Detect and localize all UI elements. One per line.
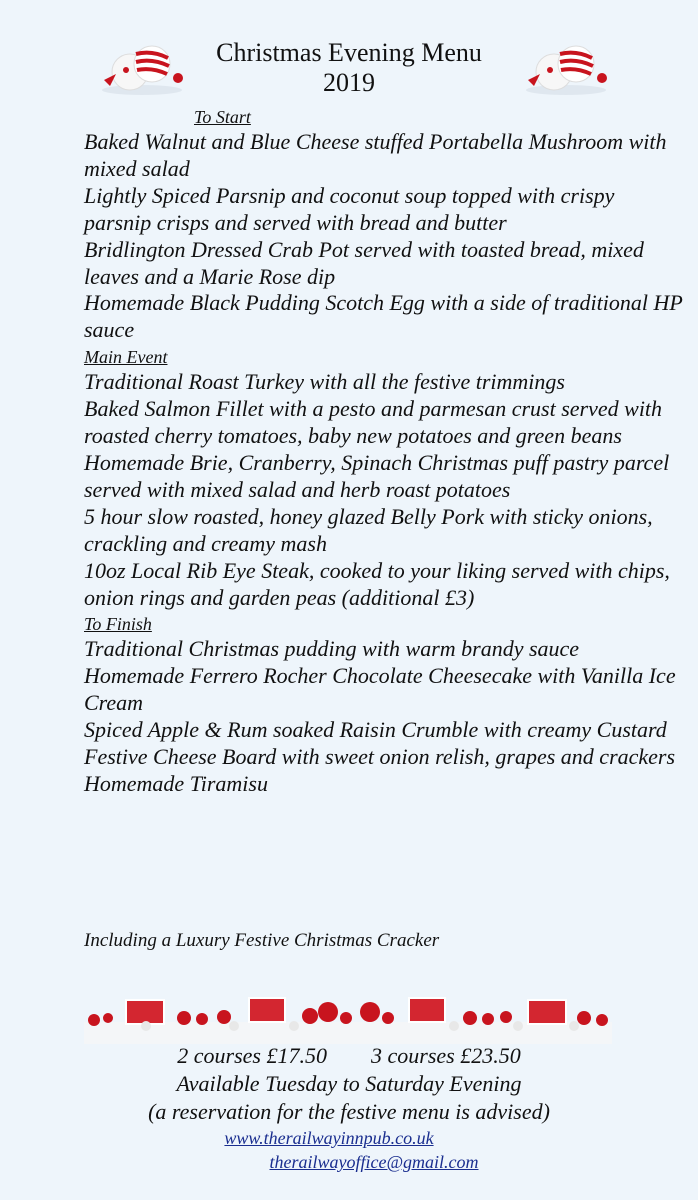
menu-item: Homemade Ferrero Rocher Chocolate Cheesecake with Vanilla Ice Cream (84, 663, 676, 716)
menu-header (0, 38, 698, 98)
menu-item: Homemade Black Pudding Scotch Egg with a side of traditional HP sauce (84, 290, 683, 343)
menu-item: 10oz Local Rib Eye Steak, cooked to your liking served with chips, onion rings and garden peas (additional £3) (84, 557, 670, 610)
reservation-note: (a reservation for the festive menu is advised) (148, 1099, 550, 1124)
menu-item: Lightly Spiced Parsnip and coconut soup topped with crispy parsnip crisps and served with bread and butter (84, 182, 615, 235)
menu-footer (0, 1042, 698, 1174)
christmas-decorations-banner (84, 992, 612, 1044)
menu-item: Festive Cheese Board with sweet onion relish, grapes and crackers (84, 744, 676, 770)
section-heading-to-finish: To Finish (84, 614, 152, 635)
menu-item: Homemade Tiramisu (84, 770, 268, 796)
menu-title: Christmas Evening Menu (216, 38, 482, 67)
section-heading-main-event: Main Event (84, 347, 168, 368)
menu-item: Homemade Brie, Cranberry, Spinach Christmas puff pastry parcel served with mixed salad and herb roast potatoes (84, 449, 670, 502)
two-course-price: 2 courses £17.50 (177, 1043, 327, 1068)
menu-item: Traditional Roast Turkey with all the festive trimmings (84, 369, 565, 395)
menu-item: 5 hour slow roasted, honey glazed Belly Pork with sticky onions, crackling and creamy mash (84, 503, 653, 556)
cracker-note: Including a Luxury Festive Christmas Cracker (84, 930, 440, 951)
menu-year: 2019 (323, 68, 375, 97)
availability-text: Available Tuesday to Saturday Evening (176, 1071, 522, 1096)
menu-item: Baked Walnut and Blue Cheese stuffed Portabella Mushroom with mixed salad (84, 129, 667, 181)
menu-item: Baked Salmon Fillet with a pesto and parmesan crust served with roasted cherry tomatoes, baby new potatoes and green beans (84, 396, 663, 449)
price-line (0, 1042, 698, 1070)
section-heading-to-start: To Start (194, 107, 251, 127)
menu-item: Spiced Apple & Rum soaked Raisin Crumble with creamy Custard (84, 717, 667, 743)
menu-body (84, 104, 684, 798)
website-link[interactable]: www.therailwayinnpub.co.uk (224, 1128, 434, 1148)
menu-item: Traditional Christmas pudding with warm brandy sauce (84, 636, 580, 662)
three-course-price: 3 courses £23.50 (371, 1043, 521, 1068)
menu-item: Bridlington Dressed Crab Pot served with toasted bread, mixed leaves and a Marie Rose dip (84, 236, 644, 289)
email-link[interactable]: therailwayoffice@gmail.com (269, 1152, 479, 1172)
